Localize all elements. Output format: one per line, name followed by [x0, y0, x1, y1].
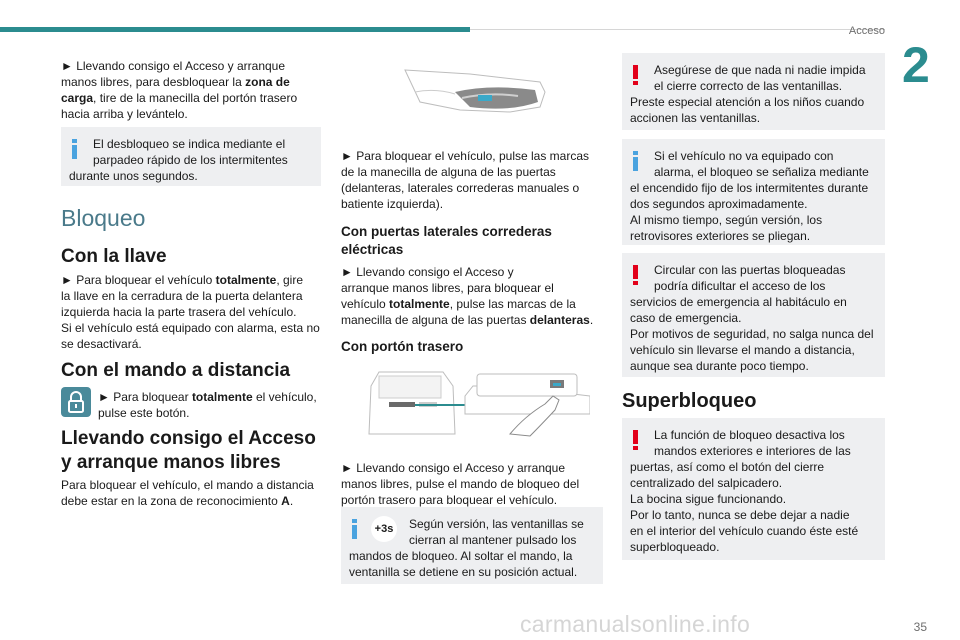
info-icon: [633, 151, 638, 169]
heading-con-la-llave: Con la llave: [61, 246, 167, 267]
chapter-number: 2: [902, 37, 930, 93]
manos-paragraph: Para bloquear el vehículo, el mando a distancia debe estar en la zona de reconocimiento A.: [61, 478, 314, 508]
header-accent-bar: [0, 27, 470, 32]
llave-paragraph: ► Para bloquear el vehículo totalmente, gire la llave en la cerradura de la puerta delantera izquierda hacia la parte trasera del vehículo. Si el vehículo está equipado con alarma, esta no se desactivará.: [61, 273, 320, 351]
info-icon: [72, 139, 77, 157]
intro-line-1: ► Llevando consigo el Acceso y arranque: [61, 59, 286, 73]
warning-icon: [633, 430, 638, 450]
heading-manos-libres: Llevando consigo el Acceso y arranque manos libres: [61, 428, 316, 473]
warning-note-windows: Asegúrese de que nada ni nadie impida el cierre correcto de las ventanillas. Preste especial atención a los niños cuando accionen las ventanillas.: [622, 53, 885, 130]
warning-icon: [633, 265, 638, 285]
warning-note-superbloqueo: La función de bloqueo desactiva los mandos exteriores e interiores de las puertas, así como el botón del cierre centralizado del salpicadero. La bocina sigue funcionando. Por lo tanto, nunca se debe dejar a nadie en el interior del vehículo cuando éste esté superbloqueado.: [622, 418, 885, 560]
info-note-unlock: El desbloqueo se indica mediante el parpadeo rápido de los intermitentes durante unos segundos.: [61, 127, 321, 186]
section-title-bloqueo: Bloqueo: [61, 205, 146, 231]
padlock-icon: [61, 387, 91, 417]
col1-intro: [61, 58, 331, 122]
info-icon: [352, 519, 357, 537]
heading-correderas: Con puertas laterales correderas eléctricas: [341, 224, 552, 257]
heading-porton-trasero: Con portón trasero: [341, 339, 464, 354]
intro-line-3: carga, tire de la manecilla del portón trasero: [61, 91, 298, 105]
intro-line-2: manos libres, para desbloquear la zona de: [61, 75, 290, 89]
mando-paragraph: ► Para bloquear totalmente el vehículo, pulse este botón.: [98, 390, 317, 420]
section-name: Acceso: [848, 25, 885, 37]
tailgate-illustration: [365, 366, 590, 438]
section-title-superbloqueo: Superbloqueo: [622, 390, 757, 412]
door-handle-illustration: [400, 62, 550, 122]
header-rule: [470, 29, 885, 30]
porton-paragraph: ► Llevando consigo el Acceso y arranque manos libres, pulse el mando de bloqueo del portón trasero para bloquear el vehículo.: [341, 461, 580, 507]
info-note-windows: +3s Según versión, las ventanillas se cierran al mantener pulsado los mandos de bloqueo. Al soltar el mando, la ventanilla se detiene en su posición actual.: [341, 507, 603, 584]
intro-line-4: hacia arriba y levántelo.: [61, 107, 188, 121]
timer-badge: +3s: [371, 516, 397, 542]
info-note-alarm: Si el vehículo no va equipado con alarma, el bloqueo se señaliza mediante el encendido fijo de los intermitentes durante dos segundos aproximadamente. Al mismo tiempo, según versión, los retrovisores exteriores se pliegan.: [622, 139, 885, 245]
handle-paragraph: ► Para bloquear el vehículo, pulse las marcas de la manecilla de alguna de las puertas (delanteras, laterales correderas manuales o batiente izquierda).: [341, 149, 590, 211]
watermark: carmanualsonline.info: [520, 611, 751, 637]
correderas-paragraph: ► Llevando consigo el Acceso y arranque manos libres, para bloquear el vehículo totalmente, pulse las marcas de la manecilla de alguna de las puertas delanteras.: [341, 265, 594, 327]
page-number: 35: [913, 620, 927, 634]
warning-icon: [633, 65, 638, 85]
heading-mando-distancia: Con el mando a distancia: [61, 360, 291, 381]
warning-note-emergency: Circular con las puertas bloqueadas podría dificultar el acceso de los servicios de emergencia al habitáculo en caso de emergencia. Por motivos de seguridad, no salga nunca del vehículo sin llevarse el mando a distancia, aunque sea durante poco tiempo.: [622, 253, 885, 377]
